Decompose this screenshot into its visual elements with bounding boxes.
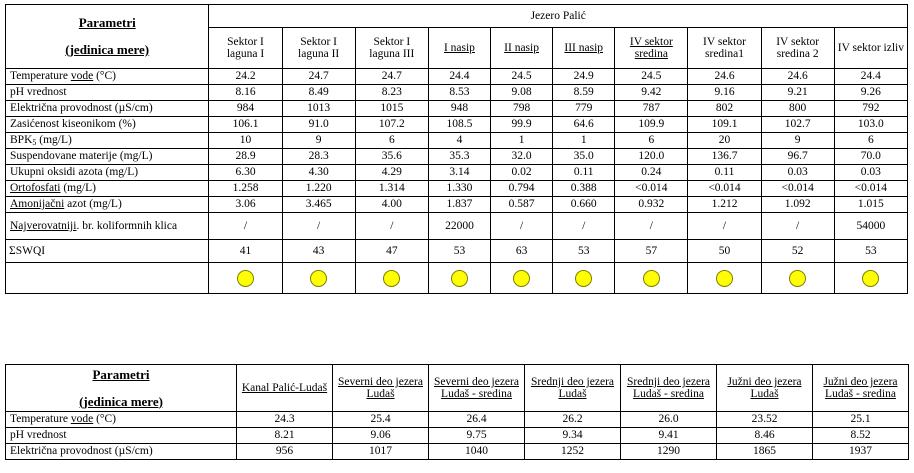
swqi-value: 41 [209, 240, 282, 263]
cell: 24.4 [834, 69, 907, 85]
cell: 6 [834, 133, 907, 149]
table1-col-header-3: I nasip [428, 28, 490, 69]
indicator-cell [491, 263, 553, 294]
table2-col-header-0: Kanal Palić-Ludaš [237, 365, 333, 412]
cell: <0.014 [615, 181, 688, 197]
table-row [6, 213, 908, 240]
swqi-value: 53 [428, 240, 490, 263]
table-row [6, 85, 908, 101]
table-row [6, 117, 908, 133]
cell: 1.837 [428, 197, 490, 213]
swqi-value: 63 [491, 240, 553, 263]
indicator-cell [615, 263, 688, 294]
swqi-value: 53 [553, 240, 615, 263]
cell: 35.3 [428, 149, 490, 165]
row-label: Ukupni oksidi azota (mg/L) [6, 165, 209, 181]
cell: 26.0 [621, 412, 717, 428]
cell: 1017 [333, 444, 429, 460]
cell: 28.3 [282, 149, 355, 165]
table-row [6, 165, 908, 181]
cell: 1040 [429, 444, 525, 460]
cell: 792 [834, 101, 907, 117]
cell: 91.0 [282, 117, 355, 133]
cell: 25.1 [813, 412, 909, 428]
indicator-empty-cell [6, 263, 209, 294]
indicator-cell [688, 263, 761, 294]
cell: 0.388 [553, 181, 615, 197]
cell: 9.16 [688, 85, 761, 101]
row-label: pH vrednost [6, 85, 209, 101]
cell: 99.9 [491, 117, 553, 133]
cell: 798 [491, 101, 553, 117]
cell: 9.75 [429, 428, 525, 444]
cell: 779 [553, 101, 615, 117]
cell: 109.1 [688, 117, 761, 133]
table-row [6, 101, 908, 117]
cell: 1.258 [209, 181, 282, 197]
table-row [6, 133, 908, 149]
cell: 8.23 [355, 85, 428, 101]
row-label: Najverovatniji. br. koliformnih klica [6, 213, 209, 240]
cell: 4.29 [355, 165, 428, 181]
cell: 136.7 [688, 149, 761, 165]
cell: 24.5 [491, 69, 553, 85]
cell: 802 [688, 101, 761, 117]
cell: 1865 [717, 444, 813, 460]
swqi-label: ΣSWQI [6, 240, 209, 263]
cell: 24.5 [615, 69, 688, 85]
cell: 24.7 [282, 69, 355, 85]
table2-param-header: Parametri (jedinica mere) [6, 365, 237, 412]
row-label: Zasićenost kiseonikom (%) [6, 117, 209, 133]
cell: 0.24 [615, 165, 688, 181]
cell: 96.7 [761, 149, 834, 165]
cell: 108.5 [428, 117, 490, 133]
table-row [6, 69, 908, 85]
cell: 9.21 [761, 85, 834, 101]
cell: 1.220 [282, 181, 355, 197]
cell: 24.3 [237, 412, 333, 428]
cell: 4.00 [355, 197, 428, 213]
table2-col-header-1: Severni deo jezera Ludaš [333, 365, 429, 412]
cell: 24.6 [688, 69, 761, 85]
cell: 4.30 [282, 165, 355, 181]
swqi-indicator-row [6, 263, 908, 294]
cell: 22000 [428, 213, 490, 240]
cell: 0.11 [688, 165, 761, 181]
cell: 107.2 [355, 117, 428, 133]
swqi-value: 57 [615, 240, 688, 263]
table-row [6, 149, 908, 165]
cell: 9.42 [615, 85, 688, 101]
cell: <0.014 [834, 181, 907, 197]
cell: / [282, 213, 355, 240]
cell: 0.03 [761, 165, 834, 181]
cell: 24.6 [761, 69, 834, 85]
table1-col-header-6: IV sektor sredina [615, 28, 688, 69]
cell: 9.08 [491, 85, 553, 101]
row-label: Temperature vode (°C) [6, 69, 209, 85]
indicator-cell [553, 263, 615, 294]
cell: 106.1 [209, 117, 282, 133]
table2-col-header-2: Severni deo jezera Ludaš - sredina [429, 365, 525, 412]
cell: 9.34 [525, 428, 621, 444]
table1-col-header-8: IV sektor sredina 2 [761, 28, 834, 69]
cell: 103.0 [834, 117, 907, 133]
table2-col-header-6: Južni deo jezera Ludaš - sredina [813, 365, 909, 412]
cell: 984 [209, 101, 282, 117]
cell: 6 [615, 133, 688, 149]
cell: 23.52 [717, 412, 813, 428]
cell: / [491, 213, 553, 240]
cell: <0.014 [761, 181, 834, 197]
indicator-cell [428, 263, 490, 294]
cell: 4 [428, 133, 490, 149]
row-label: $BPK_5$ (mg/L) [6, 133, 209, 149]
table1-param-header: Parametri (jedinica mere) [6, 5, 209, 69]
swqi-value: 52 [761, 240, 834, 263]
swqi-value: 47 [355, 240, 428, 263]
table2-col-header-4: Srednji deo jezera Ludaš - sredina [621, 365, 717, 412]
cell: 0.794 [491, 181, 553, 197]
row-label: Električna provodnost (µS/cm) [6, 444, 237, 460]
cell: 1 [553, 133, 615, 149]
cell: 54000 [834, 213, 907, 240]
status-dot-icon [310, 270, 327, 287]
status-dot-icon [716, 270, 733, 287]
cell: 1013 [282, 101, 355, 117]
cell: 109.9 [615, 117, 688, 133]
cell: 1937 [813, 444, 909, 460]
cell: 35.6 [355, 149, 428, 165]
table-row [6, 181, 908, 197]
cell: 0.11 [553, 165, 615, 181]
cell: 956 [237, 444, 333, 460]
cell: 0.02 [491, 165, 553, 181]
cell: 9 [282, 133, 355, 149]
cell: 1290 [621, 444, 717, 460]
indicator-cell [834, 263, 907, 294]
cell: 8.59 [553, 85, 615, 101]
cell: 0.660 [553, 197, 615, 213]
cell: 0.587 [491, 197, 553, 213]
status-dot-icon [451, 270, 468, 287]
cell: 8.16 [209, 85, 282, 101]
cell: 3.06 [209, 197, 282, 213]
cell: 24.4 [428, 69, 490, 85]
row-label: Suspendovane materije (mg/L) [6, 149, 209, 165]
table1-col-header-1: Sektor I laguna II [282, 28, 355, 69]
cell: 10 [209, 133, 282, 149]
cell: 25.4 [333, 412, 429, 428]
table1-col-header-4: II nasip [491, 28, 553, 69]
indicator-cell [355, 263, 428, 294]
water-quality-table-ludas [5, 364, 909, 460]
cell: 8.52 [813, 428, 909, 444]
table-row [6, 428, 909, 444]
table2-col-header-3: Srednji deo jezera Ludaš [525, 365, 621, 412]
table-row [6, 444, 909, 460]
cell: 8.49 [282, 85, 355, 101]
table2-header-row [6, 365, 909, 412]
cell: 3.465 [282, 197, 355, 213]
cell: 1015 [355, 101, 428, 117]
cell: 0.932 [615, 197, 688, 213]
table1-col-header-2: Sektor I laguna III [355, 28, 428, 69]
cell: / [553, 213, 615, 240]
cell: 120.0 [615, 149, 688, 165]
table1-col-header-9: IV sektor izliv [834, 28, 907, 69]
swqi-value: 43 [282, 240, 355, 263]
status-dot-icon [513, 270, 530, 287]
cell: 9.41 [621, 428, 717, 444]
cell: 0.03 [834, 165, 907, 181]
swqi-value: 53 [834, 240, 907, 263]
cell: 70.0 [834, 149, 907, 165]
table2-col-header-5: Južni deo jezera Ludaš [717, 365, 813, 412]
cell: / [761, 213, 834, 240]
swqi-row [6, 240, 908, 263]
cell: 32.0 [491, 149, 553, 165]
swqi-value: 50 [688, 240, 761, 263]
cell: 1 [491, 133, 553, 149]
cell: 8.53 [428, 85, 490, 101]
cell: 8.21 [237, 428, 333, 444]
cell: 64.6 [553, 117, 615, 133]
table-row [6, 412, 909, 428]
row-label: Električna provodnost (µS/cm) [6, 101, 209, 117]
row-label: Temperature vode (°C) [6, 412, 237, 428]
cell: 1.015 [834, 197, 907, 213]
cell: 1.330 [428, 181, 490, 197]
row-label: Amonijačni azot (mg/L) [6, 197, 209, 213]
row-label: Ortofosfati (mg/L) [6, 181, 209, 197]
water-quality-table-palic [5, 4, 908, 294]
cell: 1.212 [688, 197, 761, 213]
cell: 8.46 [717, 428, 813, 444]
cell: 24.2 [209, 69, 282, 85]
indicator-cell [282, 263, 355, 294]
cell: 24.7 [355, 69, 428, 85]
table1-col-header-0: Sektor I laguna I [209, 28, 282, 69]
cell: / [615, 213, 688, 240]
cell: / [355, 213, 428, 240]
cell: 1252 [525, 444, 621, 460]
cell: <0.014 [688, 181, 761, 197]
cell: 948 [428, 101, 490, 117]
cell: 1.092 [761, 197, 834, 213]
cell: 20 [688, 133, 761, 149]
status-dot-icon [383, 270, 400, 287]
cell: / [209, 213, 282, 240]
cell: 1.314 [355, 181, 428, 197]
cell: 9 [761, 133, 834, 149]
cell: 102.7 [761, 117, 834, 133]
table-row [6, 197, 908, 213]
cell: 800 [761, 101, 834, 117]
table1-col-header-7: IV sektor sredina1 [688, 28, 761, 69]
cell: 35.0 [553, 149, 615, 165]
status-dot-icon [862, 270, 879, 287]
status-dot-icon [237, 270, 254, 287]
status-dot-icon [789, 270, 806, 287]
status-dot-icon [643, 270, 660, 287]
indicator-cell [209, 263, 282, 294]
cell: 28.9 [209, 149, 282, 165]
table1-header-row-group [6, 5, 908, 28]
indicator-cell [761, 263, 834, 294]
row-label: pH vrednost [6, 428, 237, 444]
status-dot-icon [575, 270, 592, 287]
cell: 6 [355, 133, 428, 149]
cell: 26.2 [525, 412, 621, 428]
cell: 26.4 [429, 412, 525, 428]
table1-group-title: Jezero Palić [209, 5, 908, 28]
cell: / [688, 213, 761, 240]
cell: 3.14 [428, 165, 490, 181]
cell: 9.06 [333, 428, 429, 444]
cell: 6.30 [209, 165, 282, 181]
cell: 9.26 [834, 85, 907, 101]
cell: 24.9 [553, 69, 615, 85]
cell: 787 [615, 101, 688, 117]
table1-col-header-5: III nasip [553, 28, 615, 69]
